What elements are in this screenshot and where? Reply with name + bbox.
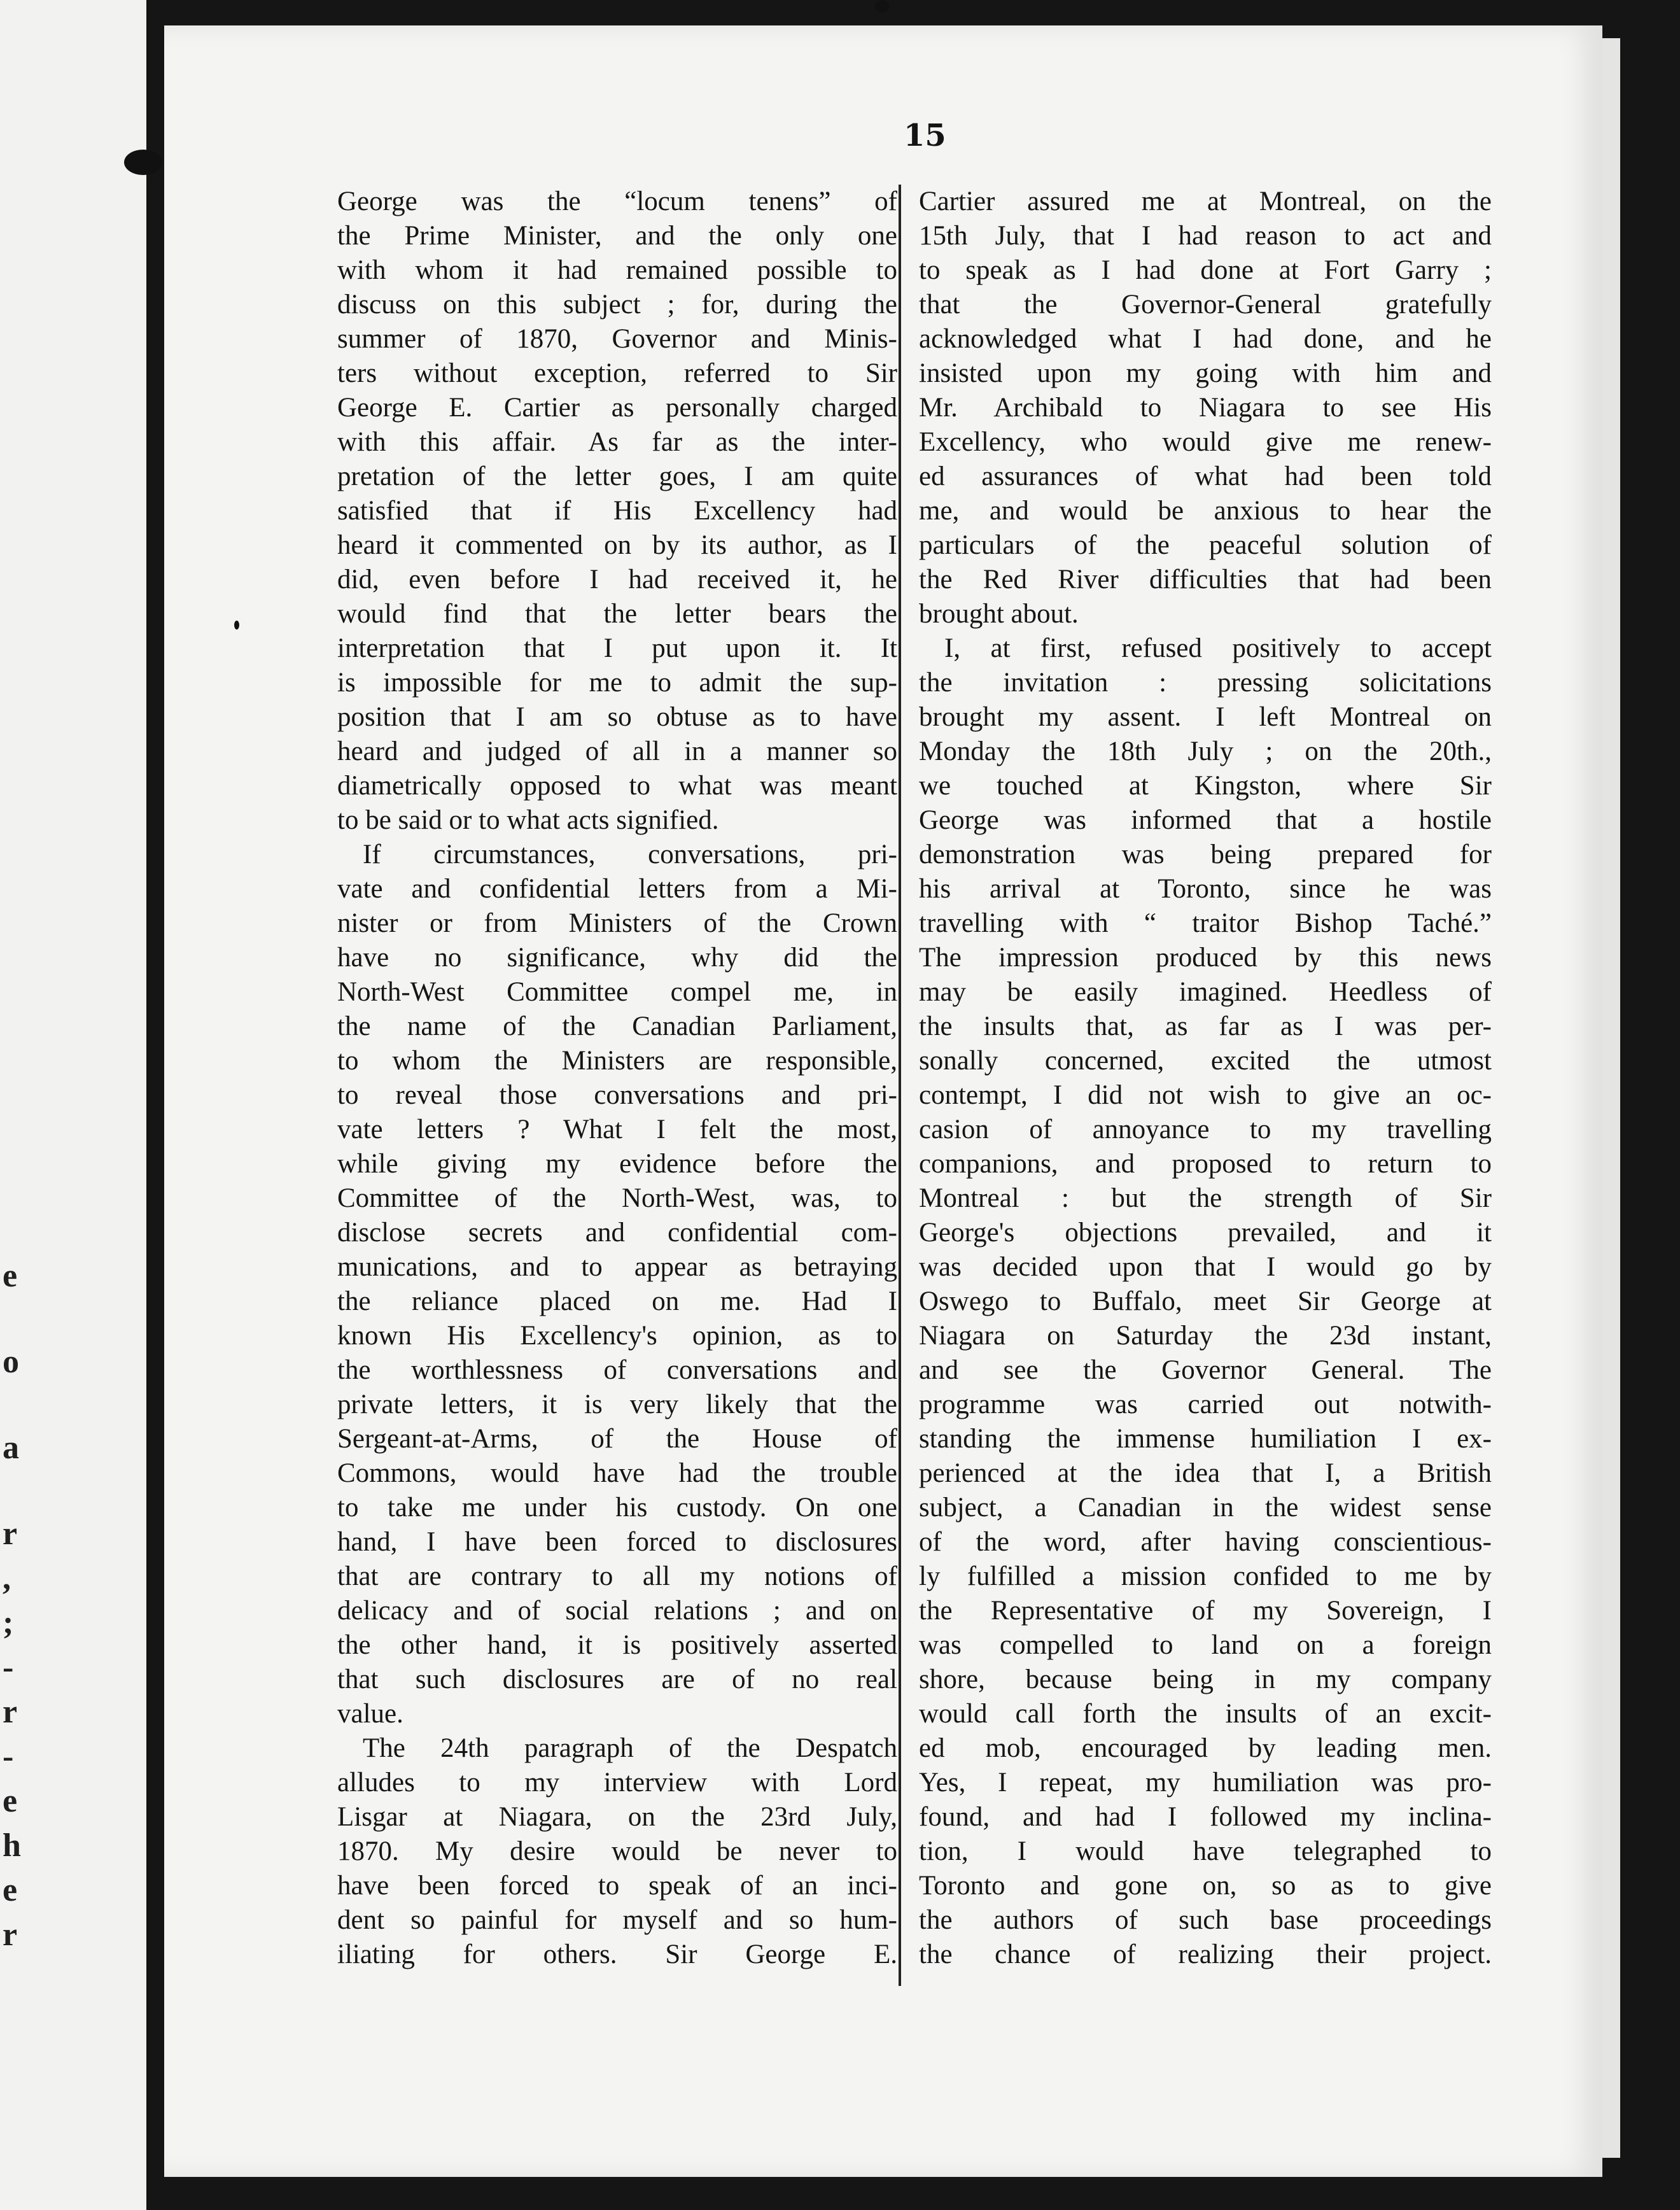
margin-fragment: - xyxy=(3,1738,14,1775)
text-line: vate letters ? What I felt the most, xyxy=(337,1115,897,1144)
margin-fragment: e xyxy=(3,1783,18,1819)
text-line: George was informed that a hostile xyxy=(919,805,1492,835)
text-line: his arrival at Toronto, since he was xyxy=(919,874,1492,904)
text-line: particulars of the peaceful solution of xyxy=(919,530,1492,560)
text-line: casion of annoyance to my travelling xyxy=(919,1115,1492,1144)
left-text-column xyxy=(337,185,897,1986)
margin-fragment: - xyxy=(3,1649,14,1686)
column-divider xyxy=(899,185,901,1986)
text-line: The impression produced by this news xyxy=(919,943,1492,973)
text-line: did, even before I had received it, he xyxy=(337,565,897,595)
text-line: If circumstances, conversations, pri- xyxy=(363,840,897,869)
text-line: contempt, I did not wish to give an oc- xyxy=(919,1080,1492,1110)
text-line: the name of the Canadian Parliament, xyxy=(337,1011,897,1041)
text-line: private letters, it is very likely that the xyxy=(337,1390,897,1419)
text-line: discuss on this subject ; for, during the xyxy=(337,290,897,320)
text-line: alludes to my interview with Lord xyxy=(337,1768,897,1798)
text-line: ters without exception, referred to Sir xyxy=(337,358,897,388)
text-line: George's objections prevailed, and it xyxy=(919,1218,1492,1248)
text-line: have been forced to speak of an inci- xyxy=(337,1871,897,1901)
text-line: programme was carried out notwith- xyxy=(919,1390,1492,1419)
margin-fragment: h xyxy=(3,1827,21,1864)
text-line: would find that the letter bears the xyxy=(337,599,897,629)
binding-gutter xyxy=(146,0,165,2210)
text-line: Lisgar at Niagara, on the 23rd July, xyxy=(337,1802,897,1832)
text-line: George E. Cartier as personally charged xyxy=(337,393,897,423)
margin-fragment: r xyxy=(3,1516,18,1552)
text-line: Sergeant-at-Arms, of the House of xyxy=(337,1424,897,1454)
margin-fragment: ; xyxy=(3,1605,14,1641)
margin-fragment: a xyxy=(3,1430,19,1466)
text-line: the reliance placed on me. Had I xyxy=(337,1286,897,1316)
text-line: the authors of such base proceedings xyxy=(919,1905,1492,1935)
text-line: that such disclosures are of no real xyxy=(337,1665,897,1694)
text-line: would call forth the insults of an excit- xyxy=(919,1699,1492,1729)
text-line: Cartier assured me at Montreal, on the xyxy=(919,187,1492,216)
text-line: heard and judged of all in a manner so xyxy=(337,736,897,766)
text-line: ed mob, encouraged by leading men. xyxy=(919,1733,1492,1763)
text-line: brought about. xyxy=(919,599,1079,629)
ink-speck xyxy=(875,0,889,13)
text-line: delicacy and of social relations ; and on xyxy=(337,1596,897,1626)
text-line: to be said or to what acts signified. xyxy=(337,805,719,835)
text-line: to take me under his custody. On one xyxy=(337,1493,897,1523)
text-line: was decided upon that I would go by xyxy=(919,1252,1492,1282)
text-line: Excellency, who would give me renew- xyxy=(919,427,1492,457)
text-line: Monday the 18th July ; on the 20th., xyxy=(919,736,1492,766)
text-line: satisfied that if His Excellency had xyxy=(337,496,897,526)
text-line: Montreal : but the strength of Sir xyxy=(919,1183,1492,1213)
text-line: dent so painful for myself and so hum- xyxy=(337,1905,897,1935)
text-line: may be easily imagined. Heedless of xyxy=(919,977,1492,1007)
text-line: to reveal those conversations and pri- xyxy=(337,1080,897,1110)
text-line: that the Governor-General gratefully xyxy=(919,290,1492,320)
text-line: diametrically opposed to what was meant xyxy=(337,771,897,801)
text-line: 15th July, that I had reason to act and xyxy=(919,221,1492,251)
adjacent-page-fragment xyxy=(0,0,150,2210)
text-line: I, at first, refused positively to accept xyxy=(944,633,1492,663)
text-line: summer of 1870, Governor and Minis- xyxy=(337,324,897,354)
text-line: the other hand, it is positively asserted xyxy=(337,1630,897,1660)
text-line: with whom it had remained possible to xyxy=(337,255,897,285)
margin-fragment: e xyxy=(3,1872,18,1908)
text-line: the insults that, as far as I was per- xyxy=(919,1011,1492,1041)
text-line: interpretation that I put upon it. It xyxy=(337,633,897,663)
text-line: value. xyxy=(337,1699,403,1729)
text-line: the invitation : pressing solicitations xyxy=(919,668,1492,698)
text-line: known His Excellency's opinion, as to xyxy=(337,1321,897,1351)
text-line: subject, a Canadian in the widest sense xyxy=(919,1493,1492,1523)
text-line: Toronto and gone on, so as to give xyxy=(919,1871,1492,1901)
text-line: and see the Governor General. The xyxy=(919,1355,1492,1385)
right-text-column xyxy=(919,185,1492,1986)
text-line: the Prime Minister, and the only one xyxy=(337,221,897,251)
text-line: brought my assent. I left Montreal on xyxy=(919,702,1492,732)
text-line: shore, because being in my company xyxy=(919,1665,1492,1694)
text-line: have no significance, why did the xyxy=(337,943,897,973)
text-line: we touched at Kingston, where Sir xyxy=(919,771,1492,801)
text-line: Yes, I repeat, my humiliation was pro- xyxy=(919,1768,1492,1798)
text-line: iliating for others. Sir George E. xyxy=(337,1939,897,1969)
text-line: Niagara on Saturday the 23d instant, xyxy=(919,1321,1492,1351)
text-line: that are contrary to all my notions of xyxy=(337,1561,897,1591)
text-line: The 24th paragraph of the Despatch xyxy=(363,1733,897,1763)
margin-fragment: , xyxy=(3,1560,11,1596)
ink-speck xyxy=(234,621,239,630)
text-line: Commons, would have had the trouble xyxy=(337,1458,897,1488)
margin-fragment: r xyxy=(3,1694,18,1730)
text-line: North-West Committee compel me, in xyxy=(337,977,897,1007)
text-line: travelling with “ traitor Bishop Taché.” xyxy=(919,908,1492,938)
text-line: with this affair. As far as the inter- xyxy=(337,427,897,457)
text-line: the chance of realizing their project. xyxy=(919,1939,1492,1969)
page-edge xyxy=(1602,38,1620,2158)
text-line: Oswego to Buffalo, meet Sir George at xyxy=(919,1286,1492,1316)
text-line: companions, and proposed to return to xyxy=(919,1149,1492,1179)
text-line: heard it commented on by its author, as I xyxy=(337,530,897,560)
ink-speck xyxy=(124,150,162,175)
text-line: ly fulfilled a mission confided to me by xyxy=(919,1561,1492,1591)
margin-fragment: r xyxy=(3,1917,18,1953)
text-line: to whom the Ministers are responsible, xyxy=(337,1046,897,1076)
text-line: to speak as I had done at Fort Garry ; xyxy=(919,255,1492,285)
text-line: Committee of the North-West, was, to xyxy=(337,1183,897,1213)
text-line: nister or from Ministers of the Crown xyxy=(337,908,897,938)
text-line: vate and confidential letters from a Mi- xyxy=(337,874,897,904)
text-line: the Representative of my Sovereign, I xyxy=(919,1596,1492,1626)
text-line: while giving my evidence before the xyxy=(337,1149,897,1179)
text-line: of the word, after having conscientious- xyxy=(919,1527,1492,1557)
text-line: ed assurances of what had been told xyxy=(919,461,1492,491)
text-line: Mr. Archibald to Niagara to see His xyxy=(919,393,1492,423)
text-line: acknowledged what I had done, and he xyxy=(919,324,1492,354)
text-line: hand, I have been forced to disclosures xyxy=(337,1527,897,1557)
text-line: position that I am so obtuse as to have xyxy=(337,702,897,732)
text-line: the worthlessness of conversations and xyxy=(337,1355,897,1385)
margin-fragment: e xyxy=(3,1258,18,1294)
text-line: found, and had I followed my inclina- xyxy=(919,1802,1492,1832)
text-line: the Red River difficulties that had been xyxy=(919,565,1492,595)
text-line: George was the “locum tenens” of xyxy=(337,187,897,216)
text-line: munications, and to appear as betraying xyxy=(337,1252,897,1282)
text-line: was compelled to land on a foreign xyxy=(919,1630,1492,1660)
text-line: standing the immense humiliation I ex- xyxy=(919,1424,1492,1454)
page-number: 15 xyxy=(904,118,946,153)
margin-fragment: o xyxy=(3,1344,19,1380)
text-line: pretation of the letter goes, I am quite xyxy=(337,461,897,491)
text-line: me, and would be anxious to hear the xyxy=(919,496,1492,526)
text-line: tion, I would have telegraphed to xyxy=(919,1836,1492,1866)
text-line: perienced at the idea that I, a British xyxy=(919,1458,1492,1488)
text-line: demonstration was being prepared for xyxy=(919,840,1492,869)
text-line: 1870. My desire would be never to xyxy=(337,1836,897,1866)
text-line: is impossible for me to admit the sup- xyxy=(337,668,897,698)
text-line: sonally concerned, excited the utmost xyxy=(919,1046,1492,1076)
text-line: disclose secrets and confidential com- xyxy=(337,1218,897,1248)
text-line: insisted upon my going with him and xyxy=(919,358,1492,388)
